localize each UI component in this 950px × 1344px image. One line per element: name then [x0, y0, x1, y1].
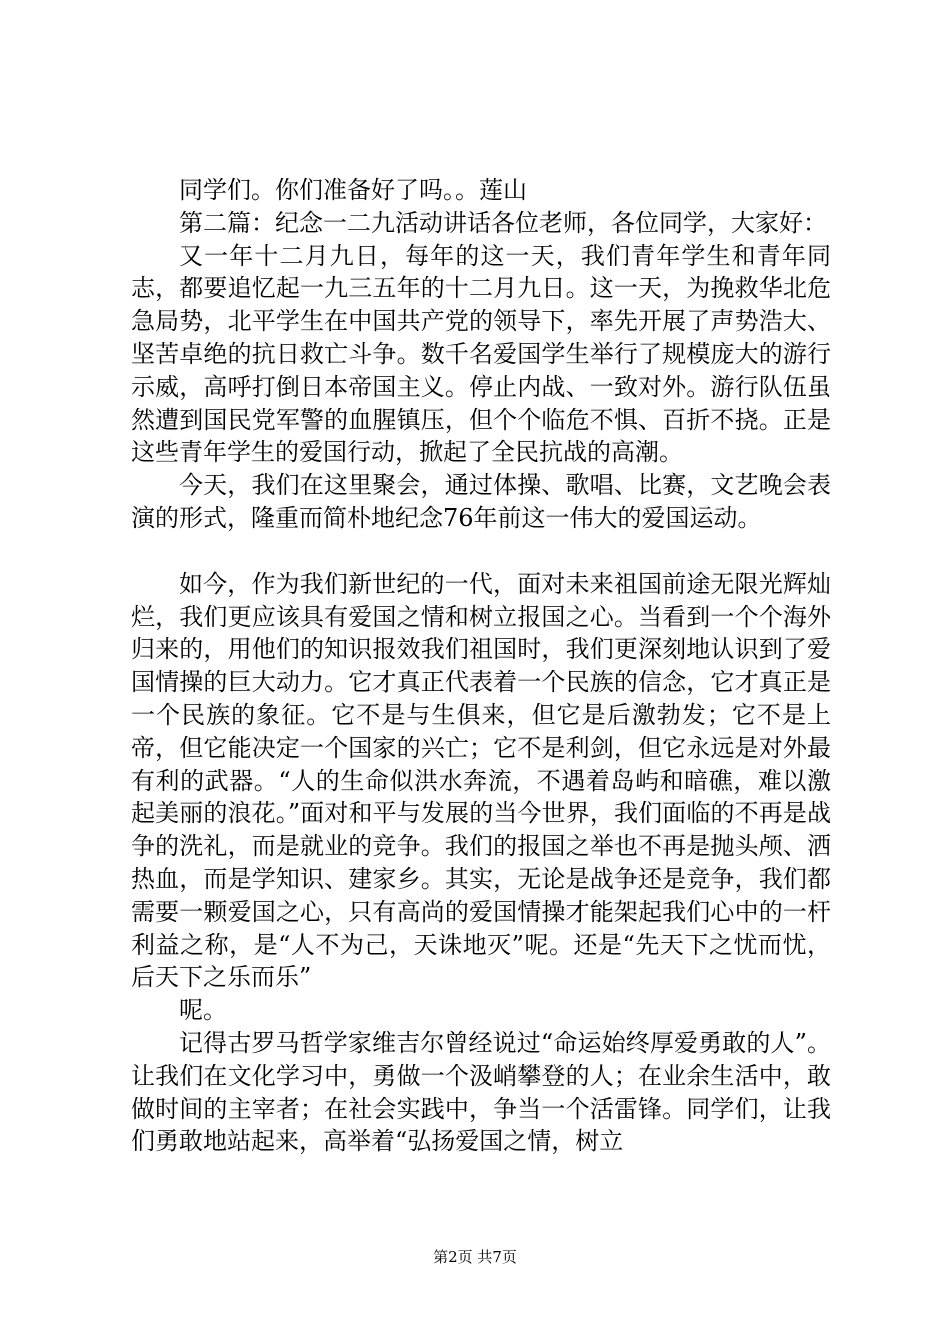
- paragraph-patriotism: 如今，作为我们新世纪的一代，面对未来祖国前途无限光辉灿烂，我们更应该具有爱国之情和树立报国之心。当看到一个个海外归来的，用他们的知识报效我们祖国时，我们更深刻地认识到了爱国情操的巨大动力。它才真正代表着一个民族的信念，它才真正是一个民族的象征。它不是与生俱来，但它是后激勃发；它不是上帝，但它能决定一个国家的兴亡；它不是利剑，但它永远是对外最有利的武器。“人的生命似洪水奔流，不遇着岛屿和暗礁，难以激起美丽的浪花。”面对和平与发展的当今世界，我们面临的不再是战争的洗礼，而是就业的竞争。我们的报国之举也不再是抛头颅、洒热血，而是学知识、建家乡。其实，无论是战争还是竞争，我们都需要一颗爱国之心，只有高尚的爱国情操才能架起我们心中的一杆利益之称，是“人不为己，天诛地灭”呢。还是“先天下之忧而忧，后天下之乐而乐”: [131, 569, 831, 992]
- paragraph-section-title: 第二篇：纪念一二九活动讲话各位老师，各位同学，大家好：: [179, 208, 827, 237]
- paragraph-greeting-end: 同学们。你们准备好了吗。。莲山: [179, 176, 527, 204]
- paragraph-history: 又一年十二月九日，每年的这一天，我们青年学生和青年同志，都要追忆起一九三五年的十二月九日。这一天，为挽救华北危急局势，北平学生在中国共产党的领导下，率先开展了声势浩大、坚苦卓绝的抗日救亡斗争。数千名爱国学生举行了规模庞大的游行示威，高呼打倒日本帝国主义。停止内战、一致对外。游行队伍虽然遭到国民党军警的血腥镇压，但个个临危不惧、百折不挠。正是这些青年学生的爱国行动，掀起了全民抗战的高潮。: [131, 241, 831, 467]
- page-number-footer: 第2页 共7页: [433, 1248, 517, 1266]
- paragraph-today: 今天，我们在这里聚会，通过体操、歌唱、比赛，文艺晚会表演的形式，隆重而简朴地纪念76年前这一伟大的爱国运动。: [131, 471, 831, 532]
- document-body: [131, 174, 831, 1158]
- paragraph-short: 呢。: [179, 996, 227, 1025]
- paragraph-closing: 记得古罗马哲学家维吉尔曾经说过“命运始终厚爱勇敢的人”。让我们在文化学习中，勇做一个汲峭攀登的人；在业余生活中，敢做时间的主宰者；在社会实践中，争当一个活雷锋。同学们，让我们勇敢地站起来，高举着“弘扬爱国之情，树立: [131, 1028, 831, 1156]
- paragraph-spacer: [131, 535, 831, 568]
